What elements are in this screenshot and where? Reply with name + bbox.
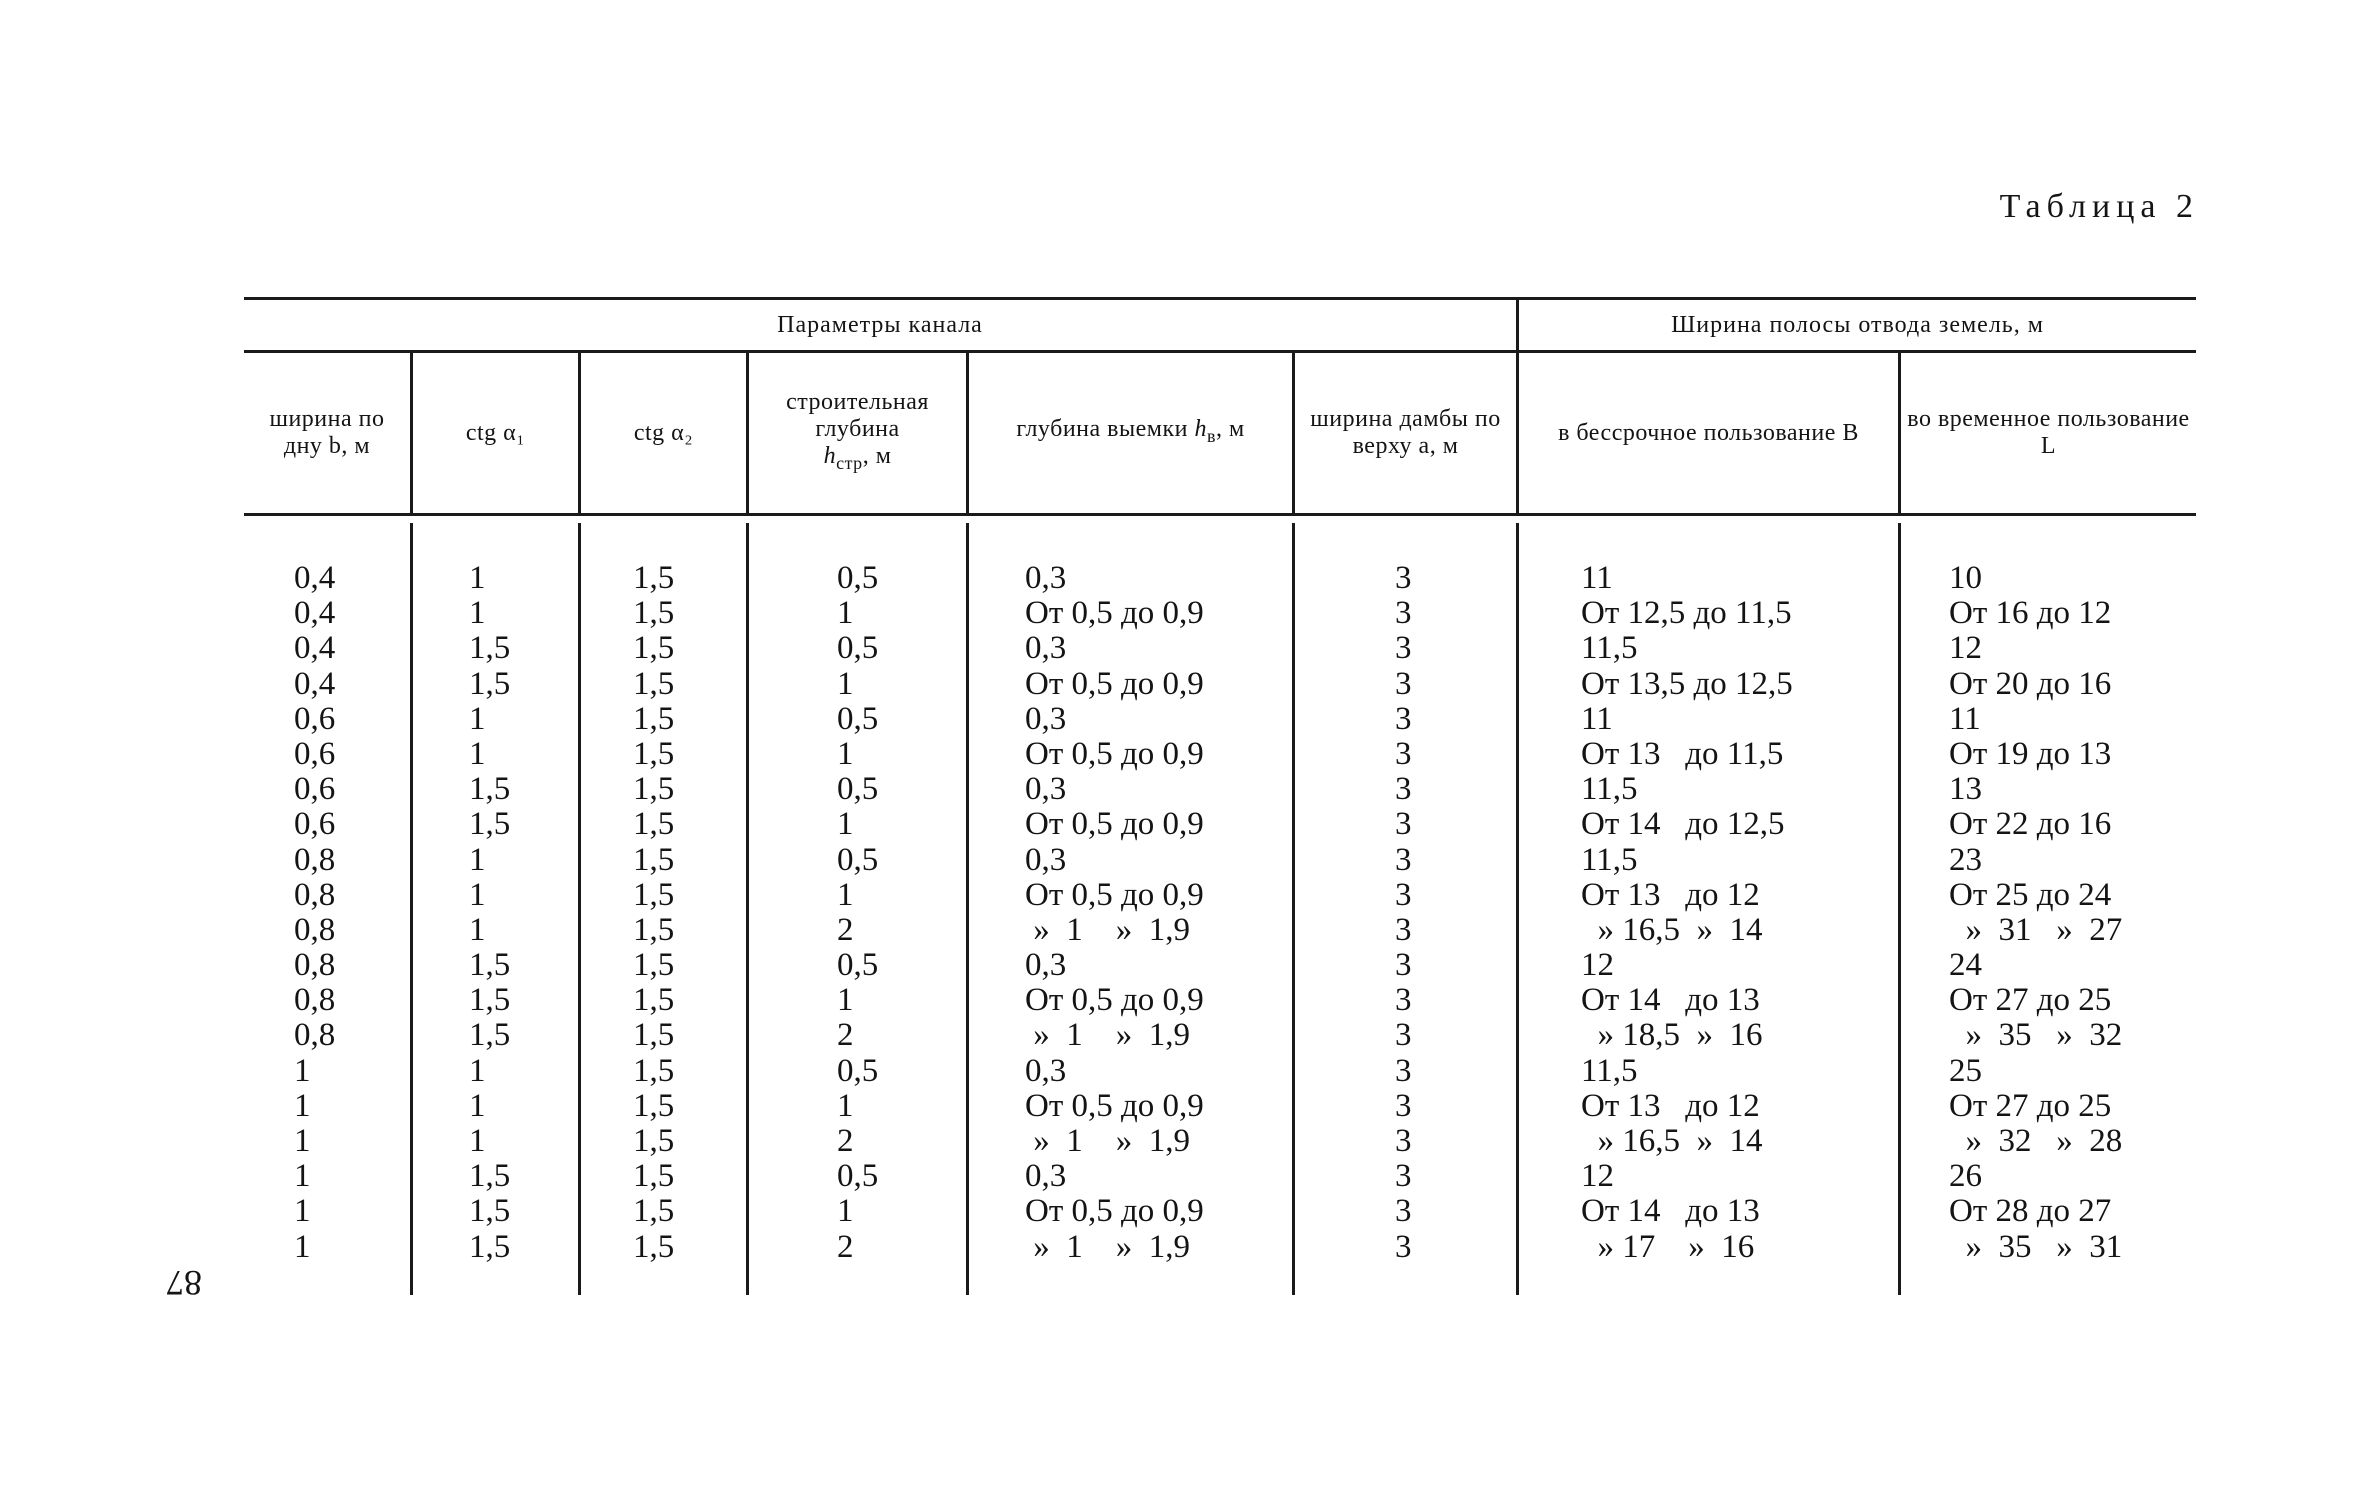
table-cell: 1,5 [633,1158,675,1195]
table-cell: 3 [1395,1087,1412,1124]
table-cell: 12 [1581,1158,1614,1195]
table-cell: 0,8 [294,841,336,878]
table-cell: 11,5 [1581,630,1638,667]
table-cell: 1,5 [633,1123,675,1159]
table-cell: » 1 » 1,9 [1025,911,1190,948]
table-cell: 11 [1581,560,1613,596]
table-cell: 25 [1949,1052,1982,1089]
table-cell: 13 [1949,771,1982,808]
table-cell: 1,5 [633,735,675,772]
table-cell: 3 [1395,595,1412,632]
table-cell: » 18,5 » 16 [1581,1017,1763,1054]
table-cell: 1,5 [469,665,511,702]
table-cell: 1,5 [469,947,511,984]
table-cell: 0,6 [294,771,336,808]
table-cell: 3 [1395,735,1412,772]
table-cell: 0,4 [294,665,336,702]
table-caption: Таблица 2 [1999,188,2199,225]
table-cell: 1,5 [633,560,675,596]
table-cell: 1 [837,1087,854,1124]
table-cell: От 25 до 24 [1949,876,2112,913]
column-dam-crest-width [1292,523,1516,1295]
table-cell: 11,5 [1581,771,1638,808]
table-cell: » 1 » 1,9 [1025,1123,1190,1159]
table-cell: » 16,5 » 14 [1581,1123,1763,1159]
table-cell: 24 [1949,947,1982,984]
table-cell: 12 [1581,947,1614,984]
table-cell: 0,6 [294,806,336,843]
table-cell: » 31 » 27 [1949,911,2123,948]
table-cell: 1,5 [633,595,675,632]
table-cell: 11 [1949,700,1981,737]
table-cell: 1,5 [469,771,511,808]
table-cell: 3 [1395,876,1412,913]
table-cell: » 32 » 28 [1949,1123,2123,1159]
table-cell: 0,4 [294,630,336,667]
table-cell: От 14 до 13 [1581,982,1760,1019]
table-cell: 1 [837,1193,854,1230]
table-cell: 1,5 [633,911,675,948]
table-cell: 2 [837,911,854,948]
header-construction-depth: строительная глубина $h_{стр}$, м [746,353,966,513]
table-cell: 0,5 [837,841,879,878]
table-cell: От 16 до 12 [1949,595,2112,632]
table-cell: 3 [1395,630,1412,667]
header-dam-crest-width: ширина дамбы по верху a, м [1292,353,1516,513]
table-cell: От 14 до 13 [1581,1193,1760,1230]
table-cell: 0,3 [1025,841,1067,878]
table-cell: 1,5 [633,1193,675,1230]
table-cell: 1 [837,876,854,913]
table-cell: 1,5 [469,1228,511,1265]
table-cell: 1 [837,806,854,843]
table-cell: 3 [1395,700,1412,737]
table-cell: 0,5 [837,771,879,808]
table-cell: 0,3 [1025,1158,1067,1195]
table-cell: 0,8 [294,947,336,984]
table-cell: 0,5 [837,630,879,667]
table-cell: 1,5 [633,1228,675,1265]
column-permanent-use [1516,523,1898,1295]
header-separator [244,513,2196,523]
table-cell: 1 [837,595,854,632]
table-cell: 3 [1395,560,1412,596]
table-cell: 0,6 [294,735,336,772]
table-cell: 1 [469,841,486,878]
header-temporary-use: во временное пользование L [1898,353,2196,513]
table-cell: 1,5 [469,1017,511,1054]
table-cell: 3 [1395,1017,1412,1054]
table-cell: От 27 до 25 [1949,982,2112,1019]
table-cell: 10 [1949,560,1982,596]
table-cell: 0,3 [1025,771,1067,808]
table-cell: От 14 до 12,5 [1581,806,1785,843]
table-cell: 3 [1395,911,1412,948]
column-ctg-alpha2 [578,523,746,1295]
table-cell: 0,3 [1025,560,1067,596]
table-cell: 0,4 [294,595,336,632]
table-cell: 3 [1395,982,1412,1019]
table-cell: От 0,5 до 0,9 [1025,982,1204,1019]
header-bottom-width: ширина по дну b, м [269,406,385,459]
table-cell: 1,5 [633,806,675,843]
column-ctg-alpha1 [410,523,578,1295]
table-cell: 3 [1395,1193,1412,1230]
table-cell: От 0,5 до 0,9 [1025,665,1204,702]
table-cell: 1,5 [633,1052,675,1089]
table-cell: 1 [469,911,486,948]
table-cell: 23 [1949,841,1982,878]
table-cell: » 35 » 32 [1949,1017,2123,1054]
table-cell: 11,5 [1581,841,1638,878]
table-cell: 1,5 [633,841,675,878]
table-cell: 1 [469,560,486,596]
table-cell: 1 [469,1052,486,1089]
table-cell: » 35 » 31 [1949,1228,2123,1265]
table-cell: От 13 до 12 [1581,1087,1760,1124]
table-cell: 0,3 [1025,700,1067,737]
table-cell: От 19 до 13 [1949,735,2112,772]
table-cell: 1,5 [633,1017,675,1054]
table-cell: 11,5 [1581,1052,1638,1089]
table-cell: 1 [837,665,854,702]
table-cell: 1,5 [633,700,675,737]
table-cell: 2 [837,1017,854,1054]
column-temporary-use [1898,523,2196,1295]
table-cell: 3 [1395,771,1412,808]
table-cell: 3 [1395,1158,1412,1195]
table-cell: 0,8 [294,1017,336,1054]
table-cell: 1 [294,1087,311,1124]
table-cell: 3 [1395,1228,1412,1265]
table-cell: 1 [469,595,486,632]
table-cell: 1,5 [633,947,675,984]
header-permanent-use: в бессрочное пользование B [1516,353,1898,513]
table-cell: 0,5 [837,560,879,596]
table-cell: 2 [837,1228,854,1265]
table-cell: 1,5 [633,771,675,808]
table-cell: » 1 » 1,9 [1025,1017,1190,1054]
table-cell: 1 [837,735,854,772]
table-cell: 1,5 [469,1193,511,1230]
table-header [244,297,2196,523]
table-cell: 3 [1395,1123,1412,1159]
table-cell: 0,5 [837,700,879,737]
table-cell: 1,5 [469,982,511,1019]
column-bottom-width [244,523,410,1295]
table-cell: От 12,5 до 11,5 [1581,595,1792,632]
table-cell: 1,5 [469,630,511,667]
table-cell: От 28 до 27 [1949,1193,2112,1230]
header-ctg-alpha2: ctg α₂ [578,353,746,513]
table-cell: 0,4 [294,560,336,596]
table-cell: 1 [294,1158,311,1195]
table-cell: 1,5 [469,1158,511,1195]
column-excavation-depth [966,523,1292,1295]
table-cell: 3 [1395,665,1412,702]
table-cell: 1 [469,700,486,737]
table-body [244,523,2196,1295]
table-cell: 1,5 [633,665,675,702]
table-cell: От 0,5 до 0,9 [1025,735,1204,772]
table-cell: 1,5 [633,982,675,1019]
table-cell: 0,3 [1025,1052,1067,1089]
table-cell: 1 [294,1228,311,1265]
table-cell: 1 [294,1123,311,1159]
header-group-land-strip: Ширина полосы отвода земель, м [1516,297,2196,353]
table-cell: 1,5 [633,876,675,913]
table-cell: 3 [1395,841,1412,878]
table-cell: 0,6 [294,700,336,737]
table-cell: 0,5 [837,947,879,984]
table-cell: 1 [294,1193,311,1230]
table-cell: 2 [837,1123,854,1159]
table-cell: 1 [294,1052,311,1089]
table-cell: » 17 » 16 [1581,1228,1755,1265]
table-cell: От 0,5 до 0,9 [1025,1193,1204,1230]
table-cell: 0,5 [837,1052,879,1089]
table-cell: От 0,5 до 0,9 [1025,1087,1204,1124]
table-cell: » 16,5 » 14 [1581,911,1763,948]
data-table [244,297,2196,1295]
table-cell: От 22 до 16 [1949,806,2112,843]
table-cell: От 0,5 до 0,9 [1025,595,1204,632]
table-cell: 0,8 [294,982,336,1019]
table-cell: 0,5 [837,1158,879,1195]
table-cell: 12 [1949,630,1982,667]
table-cell: 1 [469,735,486,772]
table-cell: От 13 до 12 [1581,876,1760,913]
table-cell: 3 [1395,1052,1412,1089]
table-cell: 3 [1395,947,1412,984]
table-cell: От 13,5 до 12,5 [1581,665,1793,702]
table-cell: 1 [469,1087,486,1124]
table-cell: От 27 до 25 [1949,1087,2112,1124]
table-cell: От 0,5 до 0,9 [1025,876,1204,913]
page-number: 87 [166,1263,202,1303]
table-cell: 1,5 [633,630,675,667]
table-cell: 0,3 [1025,947,1067,984]
table-cell: » 1 » 1,9 [1025,1228,1190,1265]
table-cell: 11 [1581,700,1613,737]
header-ctg-alpha1: ctg α₁ [410,353,578,513]
header-excavation-depth: глубина выемки $h_в$, м [966,353,1292,513]
table-cell: 1 [837,982,854,1019]
table-cell: От 20 до 16 [1949,665,2112,702]
table-cell: 1,5 [469,806,511,843]
table-cell: 1 [469,1123,486,1159]
table-cell: 26 [1949,1158,1982,1195]
header-group-canal-params: Параметры канала [244,297,1516,353]
table-cell: 0,8 [294,876,336,913]
table-cell: 1 [469,876,486,913]
table-cell: 0,8 [294,911,336,948]
column-construction-depth [746,523,966,1295]
table-cell: 1,5 [633,1087,675,1124]
table-cell: 3 [1395,806,1412,843]
table-cell: 0,3 [1025,630,1067,667]
table-cell: От 0,5 до 0,9 [1025,806,1204,843]
table-cell: От 13 до 11,5 [1581,735,1784,772]
